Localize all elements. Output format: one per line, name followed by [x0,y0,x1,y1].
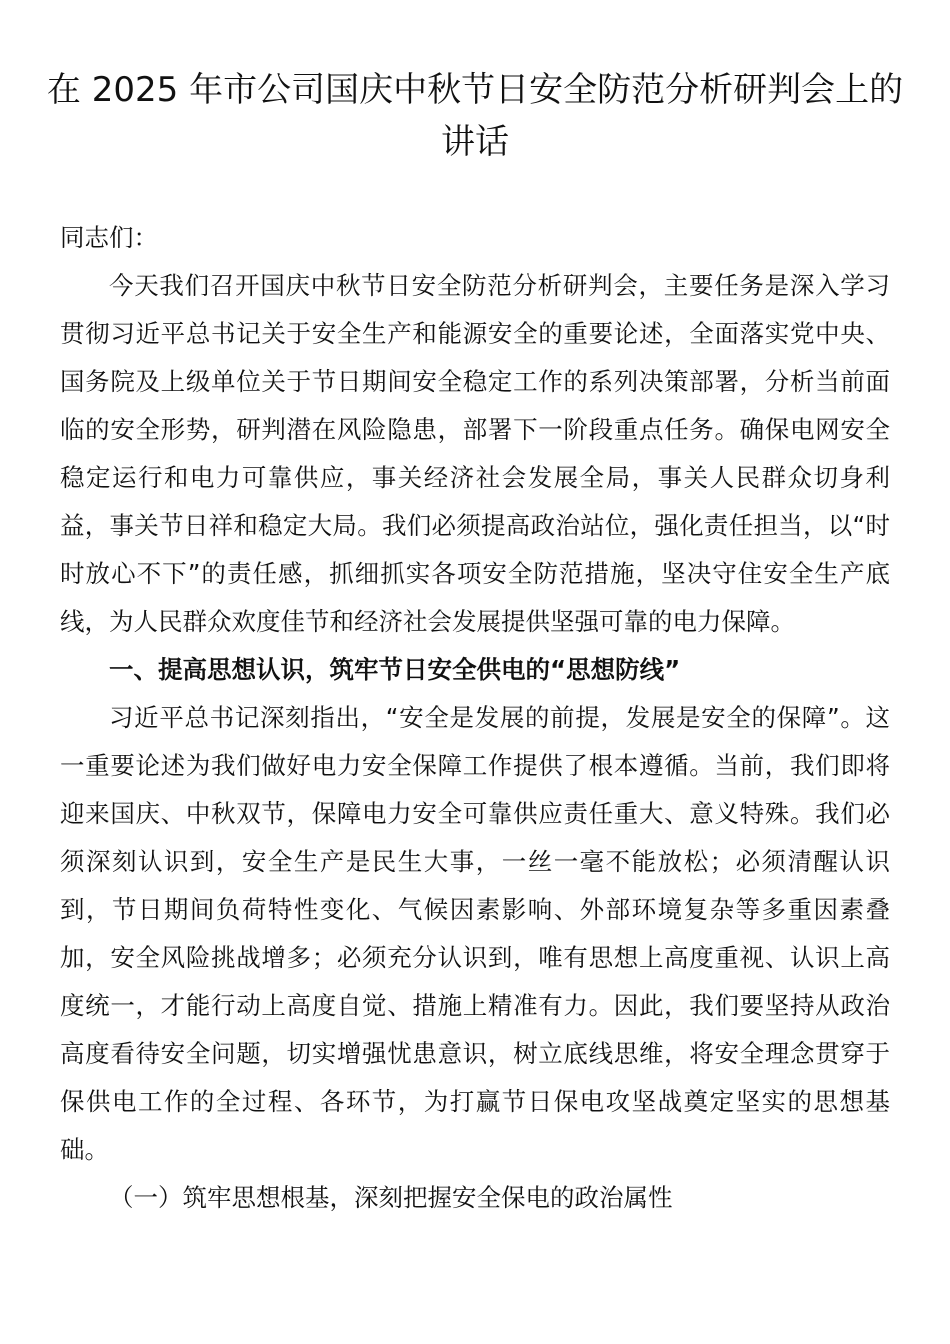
section-1-paragraph: 习近平总书记深刻指出，“安全是发展的前提，发展是安全的保障”。这一重要论述为我们做好电力安全保障工作提供了根本遵循。当前，我们即将迎来国庆、中秋双节，保障电力安全可靠供应责任重大、意义特殊。我们必须深刻认识到，安全生产是民生大事，一丝一毫不能放松；必须清醒认识到，节日期间负荷特性变化、气候因素影响、外部环境复杂等多重因素叠加，安全风险挑战增多；必须充分认识到，唯有思想上高度重视、认识上高度统一，才能行动上高度自觉、措施上精准有力。因此，我们要坚持从政治高度看待安全问题，切实增强忧患意识，树立底线思维，将安全理念贯穿于保供电工作的全过程、各环节，为打赢节日保电攻坚战奠定坚实的思想基础。 [60,703,890,1164]
section-1-heading: 一、提高思想认识，筑牢节日安全供电的“思想防线” [109,655,681,684]
subsection-1-heading: （一）筑牢思想根基，深刻把握安全保电的政治属性 [109,1183,673,1212]
document-body [60,214,890,1222]
document-title: 在 2025 年市公司国庆中秋节日安全防范分析研判会上的讲话 [46,70,904,162]
intro-paragraph: 今天我们召开国庆中秋节日安全防范分析研判会，主要任务是深入学习贯彻习近平总书记关于安全生产和能源安全的重要论述，全面落实党中央、国务院及上级单位关于节日期间安全稳定工作的系列决策部署，分析当前面临的安全形势，研判潜在风险隐患，部署下一阶段重点任务。确保电网安全稳定运行和电力可靠供应，事关经济社会发展全局，事关人民群众切身利益，事关节日祥和稳定大局。我们必须提高政治站位，强化责任担当，以“时时放心不下”的责任感，抓细抓实各项安全防范措施，坚决守住安全生产底线，为人民群众欢度佳节和经济社会发展提供坚强可靠的电力保障。 [60,271,890,636]
salutation: 同志们： [60,223,158,252]
